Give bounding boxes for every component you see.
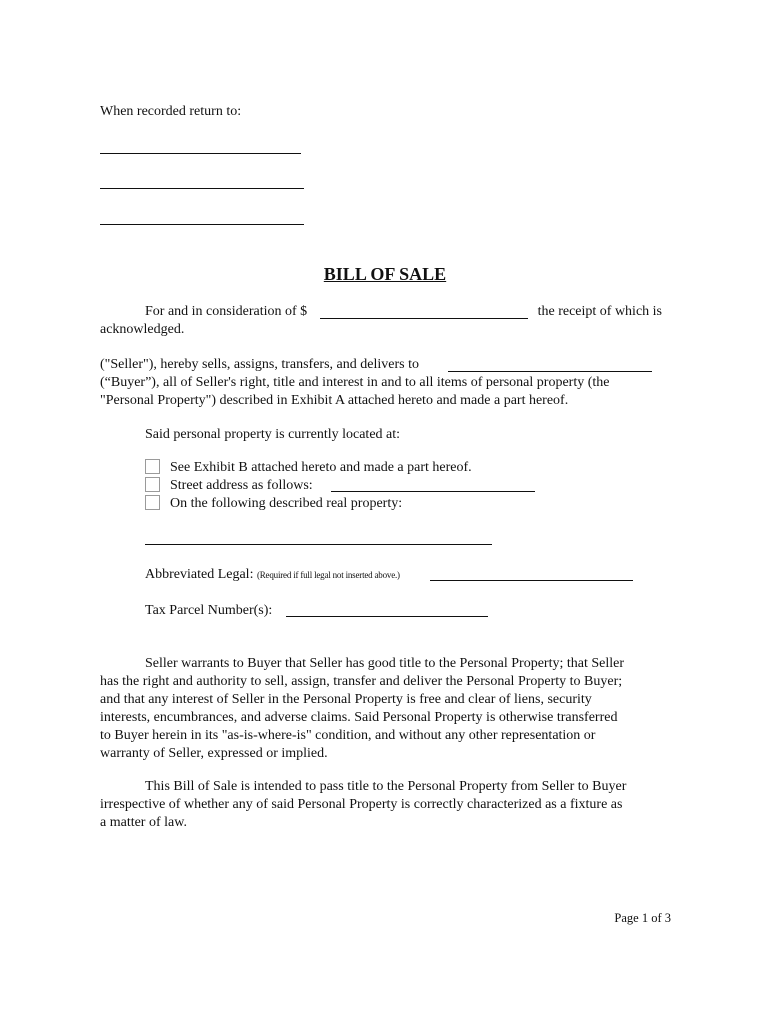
return-address-line-1[interactable] xyxy=(100,153,301,154)
exhibit-b-checkbox[interactable] xyxy=(145,459,160,474)
conveyance-line-1: ("Seller"), hereby sells, assigns, transfers, and delivers to xyxy=(100,357,419,372)
street-address-line[interactable] xyxy=(331,491,535,492)
consideration-amount-line[interactable] xyxy=(320,318,528,319)
abbreviated-legal-line[interactable] xyxy=(430,580,633,581)
conveyance-line-2: (“Buyer”), all of Seller's right, title and interest in and to all items of personal property (the xyxy=(100,375,610,390)
real-property-checkbox[interactable] xyxy=(145,495,160,510)
warranty-line-5: to Buyer herein in its "as-is-where-is" condition, and without any other representation or xyxy=(100,728,596,743)
document-title: BILL OF SALE xyxy=(323,264,447,284)
real-property-option-label: On the following described real property: xyxy=(170,496,403,511)
real-property-description-line[interactable] xyxy=(145,544,492,545)
consideration-prefix: For and in consideration of $ xyxy=(145,304,308,319)
warranty-line-2: has the right and authority to sell, assign, transfer and deliver the Personal Property to Buyer; xyxy=(100,674,623,689)
abbreviated-legal-note: (Required if full legal not inserted above.) xyxy=(256,570,400,580)
consideration-line-2: acknowledged. xyxy=(100,322,185,337)
intent-line-2: irrespective of whether any of said Personal Property is correctly characterized as a fixture as xyxy=(100,797,623,812)
buyer-name-line[interactable] xyxy=(448,371,652,372)
return-address-line-2[interactable] xyxy=(100,188,304,189)
page-number: Page 1 of 3 xyxy=(614,911,671,925)
intent-line-3: a matter of law. xyxy=(100,815,187,830)
consideration-suffix: the receipt of which is xyxy=(537,304,662,319)
exhibit-b-option-label: See Exhibit B attached hereto and made a part hereof. xyxy=(170,460,472,475)
warranty-line-1: Seller warrants to Buyer that Seller has good title to the Personal Property; that Seller xyxy=(145,656,625,671)
abbreviated-legal-label-row xyxy=(145,567,400,583)
abbreviated-legal-label: Abbreviated Legal: xyxy=(145,567,254,582)
return-address-line-3[interactable] xyxy=(100,224,304,225)
location-label: Said personal property is currently located at: xyxy=(145,427,401,442)
return-to-label: When recorded return to: xyxy=(100,104,242,119)
conveyance-line-3: "Personal Property") described in Exhibit A attached hereto and made a part hereof. xyxy=(100,393,569,408)
warranty-line-3: and that any interest of Seller in the Personal Property is free and clear of liens, security xyxy=(100,692,592,707)
warranty-line-4: interests, encumbrances, and adverse claims. Said Personal Property is otherwise transferred xyxy=(100,710,618,725)
warranty-line-6: warranty of Seller, expressed or implied. xyxy=(100,746,328,761)
intent-line-1: This Bill of Sale is intended to pass title to the Personal Property from Seller to Buyer xyxy=(145,779,627,794)
tax-parcel-line[interactable] xyxy=(286,616,488,617)
street-address-checkbox[interactable] xyxy=(145,477,160,492)
street-address-option-label: Street address as follows: xyxy=(170,478,313,493)
tax-parcel-label: Tax Parcel Number(s): xyxy=(145,603,273,618)
